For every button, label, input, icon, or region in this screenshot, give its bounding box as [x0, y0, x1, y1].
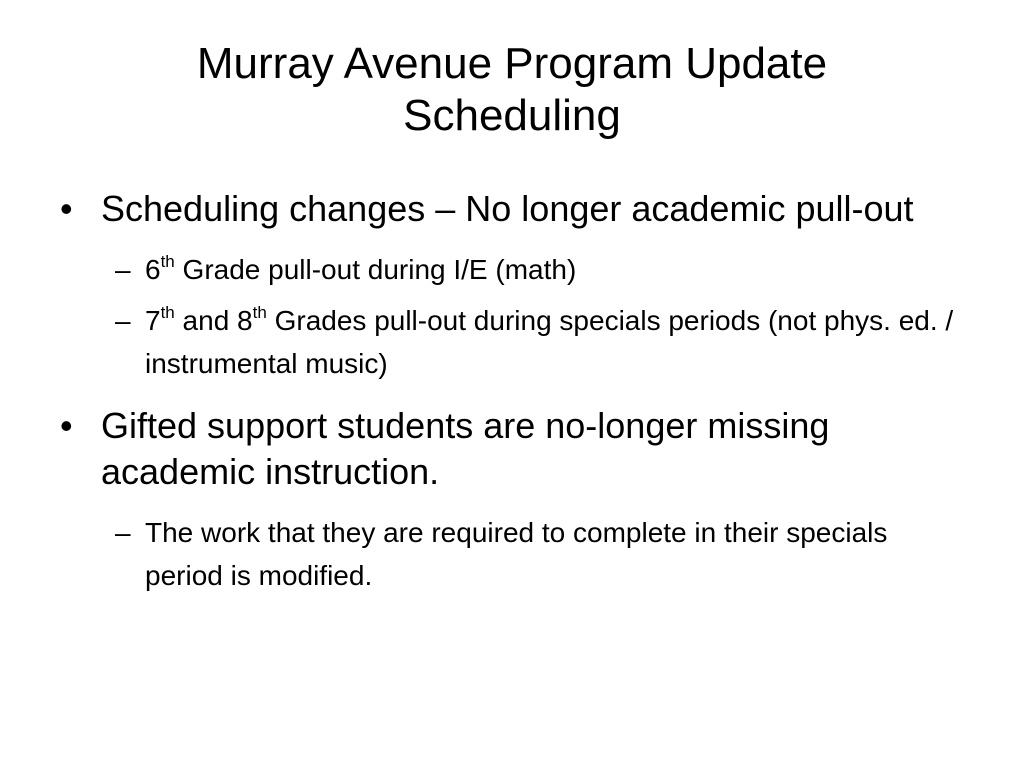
sub-bullet-item	[60, 248, 960, 291]
bullet-marker: •	[60, 405, 73, 446]
sub-bullet-text: Grades pull-out during specials periods (not phys. ed. / instrumental music)	[145, 305, 954, 379]
sub-bullet-text: and 8	[174, 305, 253, 336]
bullet-marker: •	[60, 188, 73, 229]
bullet-text: Scheduling changes – No longer academic pull-out	[101, 188, 914, 229]
title-line-2: Scheduling	[403, 91, 621, 140]
sub-bullet-item	[60, 299, 960, 385]
bullet-item	[60, 186, 960, 232]
bullet-list	[60, 186, 960, 597]
ordinal-suffix: th	[160, 251, 175, 271]
sub-bullet-marker: –	[115, 517, 131, 548]
ordinal-suffix: th	[252, 302, 267, 322]
bullet-text: Gifted support students are no-longer missing academic instruction.	[101, 405, 830, 492]
bullet-item	[60, 403, 960, 495]
slide-title	[60, 38, 964, 142]
grade-number: 6	[145, 254, 161, 285]
grade-number: 7	[145, 305, 161, 336]
sub-bullet-marker: –	[115, 305, 131, 336]
sub-bullet-marker: –	[115, 254, 131, 285]
title-line-1: Murray Avenue Program Update	[196, 39, 828, 88]
ordinal-suffix: th	[160, 302, 175, 322]
sub-bullet-text: The work that they are required to complete in their specials period is modified.	[145, 517, 888, 591]
sub-bullet-item	[60, 511, 960, 597]
sub-bullet-text: Grade pull-out during I/E (math)	[174, 254, 577, 285]
